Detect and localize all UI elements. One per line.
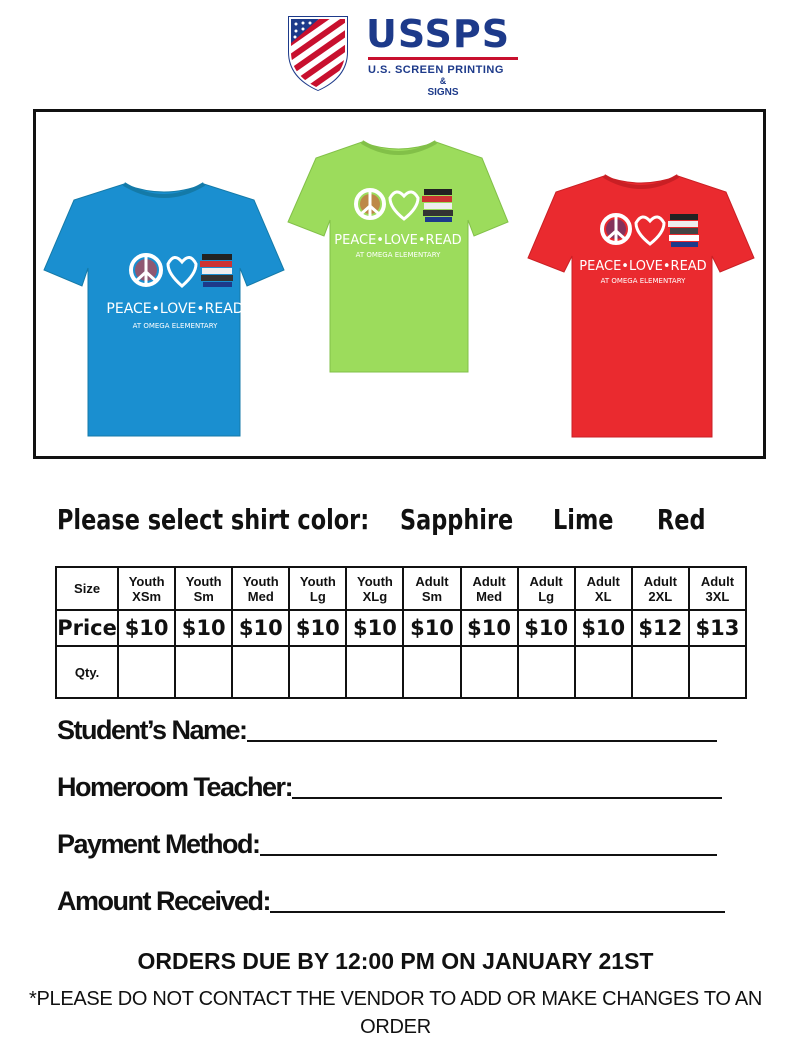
color-option-lime[interactable]: Lime <box>553 503 614 536</box>
color-option-red[interactable]: Red <box>657 503 706 536</box>
size-header-adult-xl <box>575 567 632 610</box>
size-header-youth-xsm <box>118 567 175 610</box>
qty-cell-youth-med[interactable] <box>232 646 289 698</box>
shirt-sapphire <box>42 178 287 447</box>
size-line1: Adult <box>700 573 735 589</box>
size-line2: XLg <box>362 588 388 604</box>
size-line2: 3XL <box>705 588 730 604</box>
shirt-red <box>526 172 756 447</box>
payment-method-field <box>57 826 717 862</box>
shirt-print-school-lime: AT OMEGA ELEMENTARY <box>355 251 441 259</box>
brand-tagline-1: U.S. SCREEN PRINTING <box>368 64 504 76</box>
orders-due-notice: ORDERS DUE BY 12:00 PM ON JANUARY 21ST <box>137 948 654 974</box>
payment-method-label: Payment Method: <box>57 829 260 859</box>
shirt-print-school-sapphire: AT OMEGA ELEMENTARY <box>132 322 218 330</box>
size-line2: 2XL <box>648 588 673 604</box>
size-line1: Adult <box>643 573 677 589</box>
amount-received-input-line[interactable] <box>270 887 725 913</box>
shirt-body-red <box>528 176 754 437</box>
size-header-adult-lg <box>518 567 575 610</box>
flag-shield-icon <box>286 14 350 92</box>
size-line2: Sm <box>193 588 214 604</box>
color-option-sapphire[interactable]: Sapphire <box>400 503 514 536</box>
size-line1: Adult <box>415 573 449 589</box>
qty-cell-youth-sm[interactable] <box>175 646 232 698</box>
price-cell: $10 <box>461 610 518 646</box>
qty-cell-youth-xlg[interactable] <box>346 646 403 698</box>
shirt-print-title-lime: PEACE•LOVE•READ <box>334 233 462 248</box>
homeroom-teacher-input-line[interactable] <box>292 773 722 799</box>
shirt-print-school-red: AT OMEGA ELEMENTARY <box>600 277 686 285</box>
size-header-adult-sm <box>403 567 460 610</box>
ussps-logo <box>286 12 526 96</box>
size-line1: Adult <box>586 573 620 589</box>
size-header-youth-sm <box>175 567 232 610</box>
price-cell: $12 <box>632 610 689 646</box>
size-header-adult-2xl <box>632 567 689 610</box>
qty-cell-adult-xl[interactable] <box>575 646 632 698</box>
size-line2: XL <box>594 588 612 604</box>
payment-method-input-line[interactable] <box>260 830 717 856</box>
size-line1: Youth <box>128 573 165 589</box>
shirt-print-title-sapphire: PEACE•LOVE•READ <box>106 301 244 317</box>
size-line2: XSm <box>132 588 162 604</box>
qty-cell-adult-med[interactable] <box>461 646 518 698</box>
price-row <box>56 610 746 646</box>
price-cell: $10 <box>346 610 403 646</box>
qty-row-header: Qty. <box>56 646 118 698</box>
size-header-youth-lg <box>289 567 346 610</box>
homeroom-teacher-field <box>57 769 722 805</box>
amount-received-label: Amount Received: <box>57 886 271 916</box>
size-line2: Sm <box>421 588 443 604</box>
qty-cell-adult-2xl[interactable] <box>632 646 689 698</box>
amount-received-field <box>57 883 725 919</box>
color-select-prompt: Please select shirt color: <box>57 503 370 536</box>
size-line2: Med <box>247 588 274 604</box>
qty-cell-adult-lg[interactable] <box>518 646 575 698</box>
brand-name: USSPS <box>366 12 511 56</box>
qty-row <box>56 646 746 698</box>
price-cell: $10 <box>403 610 460 646</box>
price-cell: $10 <box>232 610 289 646</box>
size-line1: Youth <box>357 573 393 589</box>
vendor-contact-note: *PLEASE DO NOT CONTACT THE VENDOR TO ADD OR MAKE CHANGES TO AN ORDER <box>28 988 763 1038</box>
brand-tagline-3: SIGNS <box>427 87 459 98</box>
student-name-input-line[interactable] <box>247 716 717 742</box>
price-cell: $10 <box>118 610 175 646</box>
student-name-label: Student’s Name: <box>57 715 247 745</box>
size-row <box>56 567 746 610</box>
size-line2: Med <box>476 588 503 604</box>
size-line1: Youth <box>242 573 279 589</box>
qty-cell-youth-xsm[interactable] <box>118 646 175 698</box>
size-header-adult-med <box>461 567 518 610</box>
size-line2: Lg <box>538 588 555 604</box>
qty-cell-youth-lg[interactable] <box>289 646 346 698</box>
size-price-table <box>55 566 747 699</box>
qty-cell-adult-3xl[interactable] <box>689 646 746 698</box>
shirt-print-title-red: PEACE•LOVE•READ <box>579 259 707 274</box>
price-cell: $10 <box>289 610 346 646</box>
size-header-youth-xlg <box>346 567 403 610</box>
price-cell: $10 <box>575 610 632 646</box>
brand-rule <box>368 57 518 60</box>
homeroom-teacher-label: Homeroom Teacher: <box>57 772 293 802</box>
price-row-header: Price <box>56 610 118 646</box>
size-row-header: Size <box>56 567 118 610</box>
size-line2: Lg <box>309 588 326 604</box>
brand-tagline-2: & <box>439 76 447 86</box>
size-header-youth-med <box>232 567 289 610</box>
shirt-photo-panel <box>33 109 766 459</box>
price-cell: $13 <box>689 610 746 646</box>
price-cell: $10 <box>175 610 232 646</box>
student-name-field <box>57 712 717 748</box>
shirt-lime <box>286 138 511 381</box>
size-header-adult-3xl <box>689 567 746 610</box>
size-line1: Adult <box>472 573 506 589</box>
size-line1: Adult <box>529 573 563 589</box>
price-cell: $10 <box>518 610 575 646</box>
qty-cell-adult-sm[interactable] <box>403 646 460 698</box>
size-line1: Youth <box>185 573 222 589</box>
size-line1: Youth <box>299 573 336 589</box>
